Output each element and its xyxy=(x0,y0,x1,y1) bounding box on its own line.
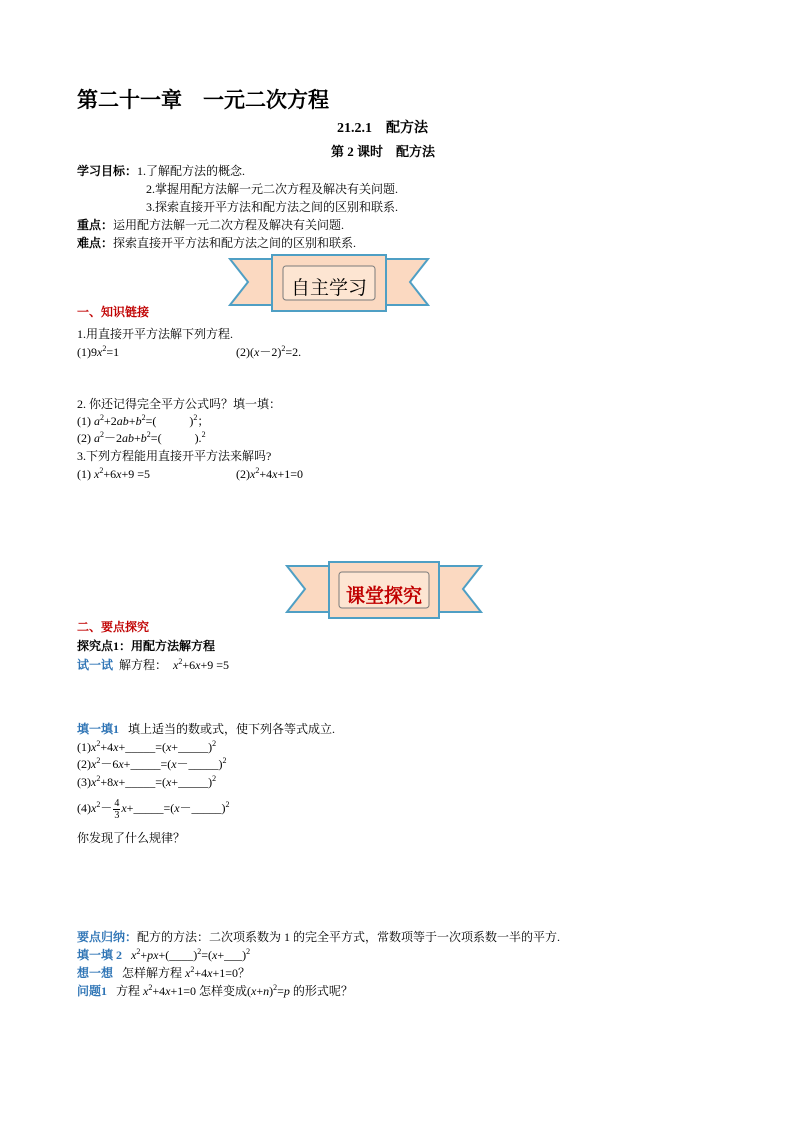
fraction-4-3: $\frac{4}{3}$ xyxy=(114,797,120,821)
pattern-question: 你发现了什么规律？ xyxy=(77,831,186,845)
q1-title: 1.用直接开平方法解下列方程. xyxy=(77,327,234,341)
objectives xyxy=(77,164,245,179)
q2-b: (2) $a^2-2ab+b^2=$( ).$^2$ xyxy=(77,430,206,445)
fill1-item-2: $(2)x^2-6x+\_\_\_\_\_=(x-\_\_\_\_\_)^2$ xyxy=(77,756,227,771)
q3-a: (1) $x^2+6x+9 =5$ xyxy=(77,466,150,481)
fill1-item-4: $(4)x^2-$ $\frac{4}{3}$ x+_____=(x－_____)$^2$ xyxy=(77,797,230,821)
point1-title: 探究点1：用配方法解方程 xyxy=(77,639,216,653)
fill2: 填一填 2 $x^2+px+(\_\_\_\_)^2=(x+\_\_\_)^2$ xyxy=(77,947,251,962)
q3-title: 3.下列方程能用直接开平方法来解吗? xyxy=(77,449,272,463)
q1-b: $(2)(x-2)^2=2$. xyxy=(236,344,302,359)
objectives-label: 学习目标： xyxy=(77,164,138,178)
fill1: 填一填1 填上适当的数或式，使下列各等式成立. xyxy=(77,722,336,736)
fill1-item-3: $(3)x^2+8x+\_\_\_\_\_=(x+\_\_\_\_\_)^2$ xyxy=(77,774,217,789)
q3-b: $(2)x^2+4x+1=0$ xyxy=(236,466,303,481)
key-point: 重点：运用配方法解一元二次方程及解决有关问题. xyxy=(77,218,345,232)
try-it: 试一试 解方程： $x^2+6x+9 =5$ xyxy=(77,657,230,672)
lesson-title: 第 2 课时 配方法 xyxy=(331,144,436,159)
objective-1: 1.了解配方法的概念. xyxy=(137,164,246,178)
objective-2: 2.掌握用配方法解一元二次方程及解决有关问题. xyxy=(146,182,399,196)
problem-1: 问题1 方程 $x^2+4x+1=0$ 怎样变成$(x+n)^2=p$ 的形式呢？ xyxy=(77,983,353,998)
banner-self-study: 自主学习 xyxy=(290,277,367,299)
summary: 要点归纳：配方的方法：二次项系数为 1 的完全平方式，常数项等于一次项系数一半的平方. xyxy=(77,930,561,944)
section2-heading: 二、要点探究 xyxy=(77,620,150,634)
q1-a: $(1)9x^2=1$ xyxy=(77,344,120,359)
objective-3: 3.探索直接开平方法和配方法之间的区别和联系. xyxy=(146,200,399,214)
chapter-title: 第二十一章 一元二次方程 xyxy=(77,88,329,112)
think: 想一想 怎样解方程 $x^2+4x+1=0$？ xyxy=(77,965,251,980)
banner-class-explore: 课堂探究 xyxy=(345,585,422,607)
section1-heading: 一、知识链接 xyxy=(77,305,150,319)
section-title: 21.2.1 配方法 xyxy=(337,121,428,136)
fill1-item-1: $(1)x^2+4x+\_\_\_\_\_=(x+\_\_\_\_\_)^2$ xyxy=(77,739,217,754)
q2-title: 2. 你还记得完全平方公式吗？填一填： xyxy=(77,397,282,411)
q2-a: (1) $a^2+2ab+b^2=$( )$^2$； xyxy=(77,413,210,428)
difficulty: 难点：探索直接开平方法和配方法之间的区别和联系. xyxy=(77,236,357,250)
